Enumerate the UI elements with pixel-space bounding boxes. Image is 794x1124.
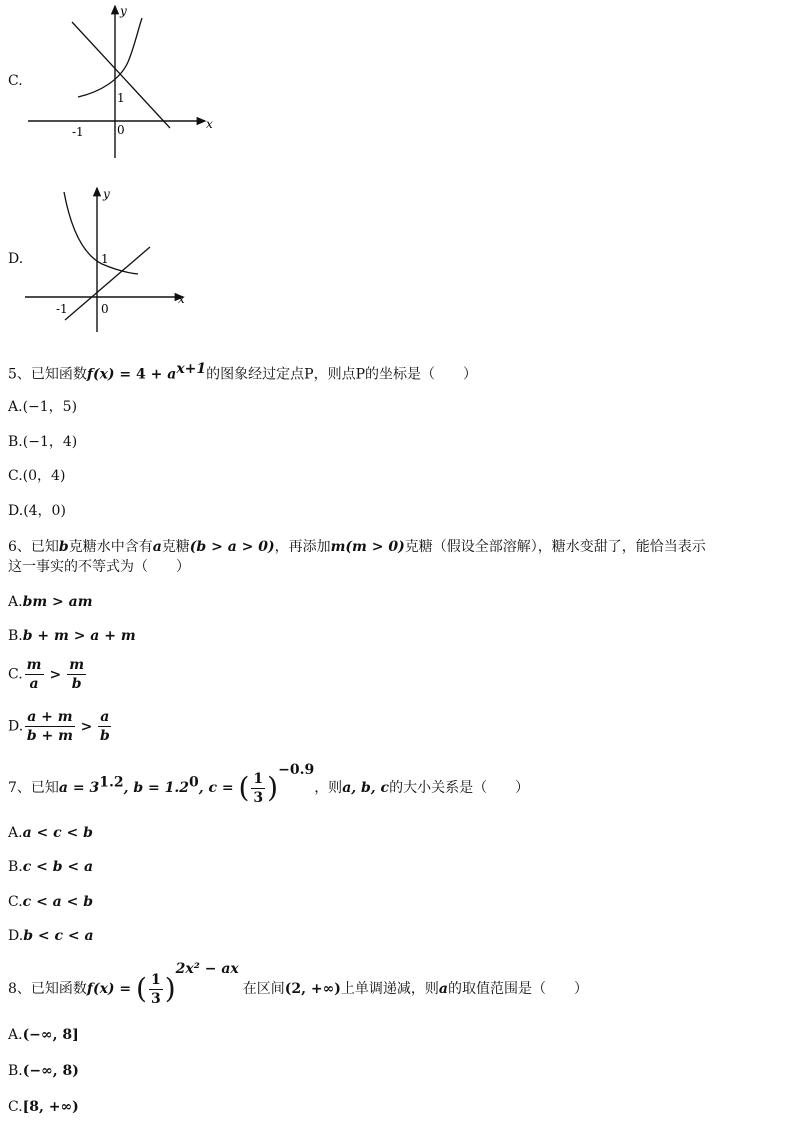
x-axis-label: x [178, 292, 185, 306]
tick-neg1: -1 [72, 125, 84, 139]
q7-option-a: A.a < c < b [8, 825, 93, 841]
question-6: 6、已知b克糖水中含有a克糖(b > a > 0)，再添加m(m > 0)克糖（假设全部溶解），糖水变甜了，能恰当表示 [8, 539, 706, 555]
q6-option-a: A.bm > am [8, 594, 93, 610]
formula-exponent: x+1 [176, 361, 207, 377]
graph-d [20, 180, 195, 335]
x-axis-label: x [206, 117, 213, 131]
q7-option-d: D.b < c < a [8, 928, 94, 944]
question-8: 8、已知函数f(x) = ( $\frac{1}{3}$ )$^{2x^2 - ax}$在区间(2, +∞)上单调递减，则a的取值范围是（ ） [8, 961, 588, 1007]
q6-option-c: C. $\frac{m}{a}$ > $\frac{m}{b}$ [8, 657, 85, 692]
tick-one: 1 [101, 252, 109, 266]
q7-option-b: B.c < b < a [8, 859, 94, 875]
line-curve [72, 22, 170, 128]
q8-option-c: C.[8, +∞) [8, 1099, 79, 1115]
exponential-curve [78, 18, 142, 97]
q6-option-b: B.b + m > a + m [8, 628, 136, 644]
option-d-label: D. [8, 251, 24, 267]
option-c-label: C. [8, 73, 23, 89]
q8-option-a: A.(−∞, 8] [8, 1027, 79, 1043]
question-6-line2: 这一事实的不等式为（ ） [8, 559, 190, 575]
origin-label: 0 [117, 123, 125, 137]
question-7: 7、已知$a = 3^{1.2}$, $b = 1.2^0$, c = ( $\frac{1}{3}$ )$^{-0.9}$，则a, b, c的大小关系是（ ） [8, 762, 530, 806]
q5-option-a: A.(−1，5) [8, 399, 78, 415]
y-axis-label: y [103, 187, 110, 201]
tick-neg1: -1 [56, 302, 68, 316]
q5-option-b: B.(−1，4) [8, 434, 78, 450]
q8-option-b: B.(−∞, 8) [8, 1063, 79, 1079]
q6-option-d: D. $\frac{a + m}{b + m}$ > $\frac{a}{b}$ [8, 709, 110, 744]
formula-base: a [167, 366, 177, 383]
graph-c [20, 0, 220, 165]
tick-one: 1 [117, 91, 125, 105]
question-number: 5、 [8, 366, 31, 383]
formula-f: f(x) [86, 366, 115, 383]
formula-eq: = 4 + [114, 366, 168, 383]
question-text: 已知函数 [30, 366, 87, 383]
question-text-tail: 的图象经过定点P，则点P的坐标是（ ） [206, 366, 477, 383]
origin-label: 0 [101, 302, 109, 316]
question-5 [8, 360, 477, 384]
q5-option-c: C.(0，4) [8, 468, 66, 484]
q5-option-d: D.(4，0) [8, 503, 66, 519]
q7-option-c: C.c < a < b [8, 894, 94, 910]
y-axis-label: y [120, 4, 127, 18]
